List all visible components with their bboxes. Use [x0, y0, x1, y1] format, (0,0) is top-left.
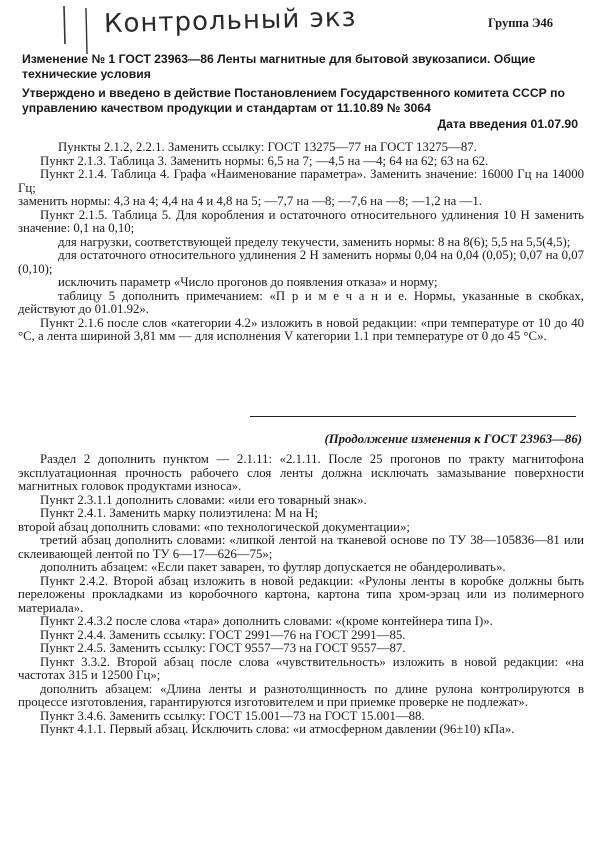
margin-pen-mark — [56, 4, 100, 56]
amendment-paragraph: Пункт 2.1.6 после слов «категории 4.2» изложить в новой редакции: «при температуре от 10 до 40 °С, а лента шириной 3,81 мм — для исполнения V категории 1.1 при температуре от 0 до 45 °С». — [18, 315, 584, 343]
amendment-paragraph: Пункт 3.4.6. Заменить ссылку: ГОСТ 15.001—73 на ГОСТ 15.001—88. — [40, 708, 425, 723]
amendment-paragraph: дополнить абзацем: «Если пакет заварен, то футляр допускается не обандероливать». — [40, 560, 506, 574]
amendment-paragraph: Пункт 2.4.5. Заменить ссылку: ГОСТ 9557—73 на ГОСТ 9557—87. — [40, 641, 406, 655]
continuation-heading: (Продолжение изменения к ГОСТ 23963—86) — [324, 432, 582, 446]
amendment-paragraph: Пункт 2.3.1.1 дополнить словами: «или его товарный знак». — [40, 492, 367, 507]
amendment-paragraph: Пункты 2.1.2, 2.2.1. Заменить ссылку: ГОСТ 13275—77 на ГОСТ 13275—87. — [58, 140, 477, 154]
amendment-paragraph: Пункт 2.4.4. Заменить ссылку: ГОСТ 2991—76 на ГОСТ 2991—85. — [40, 627, 406, 642]
group-code: Группа Э46 — [488, 16, 553, 30]
amendment-paragraph: Пункт 2.1.4. Таблица 4. Графа «Наименование параметра». Заменить значение: 16000 Гц на 14000 Гц; — [18, 167, 584, 195]
section-divider — [250, 416, 576, 417]
amendment-paragraph: Пункт 2.4.1. Заменить марку полиэтилена: М на Н; — [40, 506, 318, 520]
amendment-paragraph: третий абзац дополнить словами: «липкой лентой на тканевой основе по ТУ 38—105836—81 или склеивающей лентой по ТУ 6—17—626—75»; — [18, 533, 584, 561]
amendment-paragraph: заменить нормы: 4,3 на 4; 4,4 на 4 и 4,8 на 5; —7,7 на —8; —7,6 на —8; —1,2 на —1. — [18, 194, 482, 208]
amendment-section-2 — [18, 453, 584, 737]
amendment-paragraph: таблицу 5 дополнить примечанием: «П р и м е ч а н и е. Нормы, указанные в скобках, действуют до 01.01.92». — [18, 288, 584, 316]
amendment-paragraph: Раздел 2 дополнить пунктом — 2.1.11: «2.1.11. После 25 прогонов по тракту магнитофона эксплуатационная прочность рабочего слоя ленты должна исключать замазывание поверхности магнитных головок продуктами износа». — [18, 452, 584, 493]
amendment-paragraph: второй абзац дополнить словами: «по технологической документации»; — [18, 519, 410, 534]
amendment-paragraph: Пункт 4.1.1. Первый абзац. Исключить слова: «и атмосферном давлении (96±10) кПа». — [40, 722, 515, 736]
amendment-paragraph: для остаточного относительного удлинения 2 Н заменить нормы 0,04 на 0,04 (0,05); 0,07 на 0,07 (0,10); — [18, 248, 584, 276]
amendment-paragraph: Пункт 3.3.2. Второй абзац после слова «чувствительность» изложить в новой редакции: «на частотах 315 и 12500 Гц»; — [18, 654, 584, 682]
amendment-section-1 — [18, 141, 584, 344]
amendment-paragraph: Пункт 2.4.3.2 после слова «тара» дополнить словами: «(кроме контейнера типа I)». — [40, 614, 493, 628]
amendment-paragraph: Пункт 2.1.5. Таблица 5. Для коробления и остаточного относительного удлинения 10 Н заменить значение: 0,1 на 0,10; — [18, 207, 584, 235]
effective-date: Дата введения 01.07.90 — [437, 117, 578, 131]
handwritten-control-copy-note: Контрольный экз — [103, 2, 357, 40]
amendment-paragraph: дополнить абзацем: «Длина ленты и разнотолщинность по длине рулона контролируются в процессе изготовления, гарантируются изготовителем и при приемке проверке не подлежат». — [18, 681, 584, 709]
amendment-paragraph: для нагрузки, соответствующей пределу текучести, заменить нормы: 8 на 8(6); 5,5 на 5,5(4,5); — [58, 234, 571, 249]
amendment-title: Изменение № 1 ГОСТ 23963—86 Ленты магнитные для бытовой звукозаписи. Общие технические условия — [22, 52, 536, 81]
amendment-paragraph: Пункт 2.1.3. Таблица 3. Заменить нормы: 6,5 на 7; —4,5 на —4; 64 на 62; 63 на 62. — [40, 153, 489, 168]
amendment-paragraph: Пункт 2.4.2. Второй абзац изложить в новой редакции: «Рулоны ленты в коробке должны быть переложены прокладками из коробочного картона, картона типа хром-эрзац или из полимерного материала». — [18, 573, 584, 615]
amendment-paragraph: исключить параметр «Число прогонов до появления отказа» и норму; — [58, 275, 438, 289]
approval-statement: Утверждено и введено в действие Постановлением Государственного комитета СССР по управлению качеством продукции и стандартам от 11.10.89 № 3064 — [22, 86, 565, 115]
